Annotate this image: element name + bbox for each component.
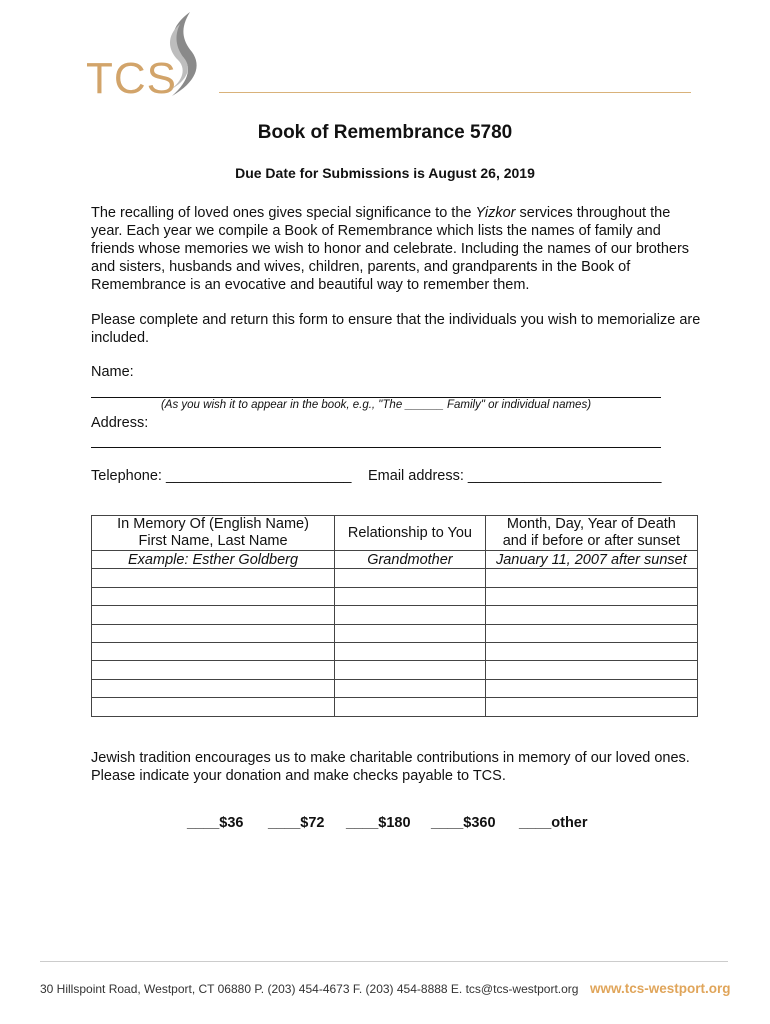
header-line: and if before or after sunset [502, 533, 681, 549]
donation-36[interactable]: ____$36 [187, 815, 244, 831]
donation-72[interactable]: ____$72 [268, 815, 325, 831]
entry-cell[interactable] [485, 587, 697, 605]
flame-swoosh-icon [162, 10, 204, 100]
entry-cell[interactable] [335, 698, 486, 716]
entry-cell[interactable] [485, 679, 697, 697]
table-row [92, 642, 698, 660]
entry-cell[interactable] [92, 587, 335, 605]
header-line: First Name, Last Name [138, 533, 288, 549]
name-field-line[interactable] [91, 397, 661, 398]
header-line: Relationship to You [347, 524, 472, 541]
table-row [92, 679, 698, 697]
memorial-table [91, 515, 698, 717]
entry-cell[interactable] [92, 679, 335, 697]
entry-cell[interactable] [485, 642, 697, 660]
table-row [92, 569, 698, 587]
footer-contact: 30 Hillspoint Road, Westport, CT 06880 P. (203) 454-4673 F. (203) 454-8888 E. tcs@tcs-westport.org [40, 982, 579, 996]
entry-cell[interactable] [335, 569, 486, 587]
table-header-cell [92, 516, 335, 551]
example-row [92, 551, 698, 569]
header-rule [219, 92, 691, 93]
example-cell: Grandmother [335, 551, 486, 569]
table-row [92, 587, 698, 605]
entry-cell[interactable] [335, 606, 486, 624]
footer-rule [40, 961, 728, 962]
name-hint: (As you wish it to appear in the book, e.g., "The ______ Family" or individual names) [160, 399, 592, 411]
example-cell: January 11, 2007 after sunset [485, 551, 697, 569]
entry-cell[interactable] [92, 642, 335, 660]
footer-website-link[interactable]: www.tcs-westport.org [590, 981, 731, 996]
entry-cell[interactable] [92, 661, 335, 679]
email-label[interactable]: Email address: ________________________ [368, 468, 662, 484]
entry-cell[interactable] [92, 624, 335, 642]
entry-cell[interactable] [92, 698, 335, 716]
tcs-logo [86, 8, 206, 108]
table-header-cell [335, 516, 486, 551]
due-date: Due Date for Submissions is August 26, 2019 [235, 165, 535, 181]
entry-cell[interactable] [485, 661, 697, 679]
table-row [92, 698, 698, 716]
entry-cell[interactable] [485, 569, 697, 587]
address-label: Address: [91, 415, 149, 431]
table-row [92, 606, 698, 624]
header-line: In Memory Of (English Name) [117, 516, 309, 532]
name-label: Name: [91, 364, 134, 380]
entry-cell[interactable] [92, 606, 335, 624]
entry-cell[interactable] [335, 679, 486, 697]
example-cell: Example: Esther Goldberg [92, 551, 335, 569]
table-header-row [92, 516, 698, 551]
instructions-paragraph: Please complete and return this form to ensure that the individuals you wish to memorialize are included. [91, 312, 701, 346]
table-row [92, 661, 698, 679]
logo-text: TCS [86, 54, 177, 103]
address-field-line[interactable] [91, 447, 661, 448]
entry-cell[interactable] [485, 606, 697, 624]
entry-cell[interactable] [335, 661, 486, 679]
header-line: Month, Day, Year of Death [506, 516, 676, 532]
charity-paragraph: Jewish tradition encourages us to make charitable contributions in memory of our loved ones. Please indicate your donation and make checks payable to TCS. [91, 750, 690, 784]
donation-180[interactable]: ____$180 [346, 815, 411, 831]
entry-cell[interactable] [335, 642, 486, 660]
intro-paragraph: The recalling of loved ones gives special significance to the Yizkor services throughout the year. Each year we compile a Book of Remembrance which lists the names of family and friends whose memories we wish to honor and celebrate. Including the names of our brothers and sisters, husbands and wives, children, parents, and grandparents in the Book of Remembrance is an evocative and beautiful way to remember them. [91, 205, 690, 293]
entry-cell[interactable] [485, 698, 697, 716]
donation-360[interactable]: ____$360 [431, 815, 496, 831]
donation-other[interactable]: ____other [519, 815, 588, 831]
table-row [92, 624, 698, 642]
entry-cell[interactable] [335, 624, 486, 642]
table-header-cell [485, 516, 697, 551]
yizkor-emphasis: Yizkor [475, 205, 516, 221]
entry-cell[interactable] [92, 569, 335, 587]
entry-cell[interactable] [335, 587, 486, 605]
telephone-label[interactable]: Telephone: _______________________ [91, 468, 352, 484]
entry-cell[interactable] [485, 624, 697, 642]
page-title: Book of Remembrance 5780 [257, 122, 513, 143]
